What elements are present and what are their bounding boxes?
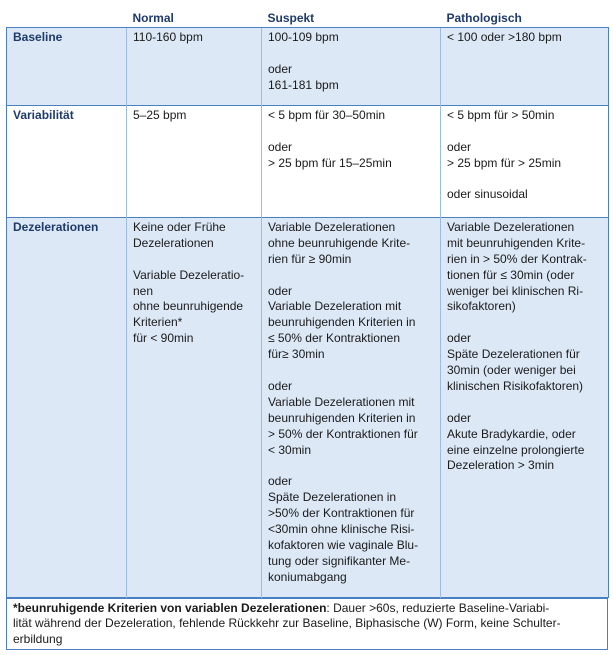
cell-text-line: tung oder signifikanter Me- [268, 553, 411, 568]
cell-text-line: ohne beunruhigende Krite- [268, 235, 411, 250]
row-variabilitaet [7, 105, 609, 217]
cell-text-line: Variable Dezeleratio- [133, 267, 245, 282]
cell-patho [441, 105, 609, 217]
cell-text-line: beunruhigenden Kriterien in [268, 410, 416, 425]
cell-text-line: Kriterien* [133, 315, 183, 330]
cell-text-line: < 5 bpm für > 50min [447, 107, 555, 122]
cell-text-line: oder [268, 139, 293, 154]
cell-text-line: eine einzelne prolongierte [447, 442, 585, 457]
row-baseline [7, 27, 609, 105]
cell-text-line: > 25 bpm für > 25min [447, 155, 562, 170]
cell-text-line: beunruhigenden Kriterien in [268, 315, 416, 330]
cell-suspekt [262, 217, 441, 597]
cell-normal [127, 27, 262, 105]
footnote [6, 598, 608, 650]
header-row [7, 9, 609, 27]
header-empty [7, 9, 127, 27]
cell-text-line: Keine oder Frühe [133, 219, 226, 234]
cell-spacer [447, 124, 602, 140]
ctg-classification-table [6, 9, 608, 650]
cell-text-line: für≥ 30min [268, 347, 325, 362]
row-label: Variabilität [7, 105, 127, 217]
cell-text-line: 161-181 bpm [268, 77, 339, 92]
header-suspekt: Suspekt [262, 9, 441, 27]
cell-spacer [133, 252, 255, 268]
row-label: Baseline [7, 27, 127, 105]
cell-patho [441, 217, 609, 597]
cell-text-line: kofaktoren wie vaginale Blu- [268, 537, 419, 552]
cell-text-line: sikofaktoren) [447, 299, 516, 314]
cell-text-line: >50% der Kontraktionen für [268, 506, 415, 521]
cell-text-line: < 100 oder >180 bpm [447, 29, 562, 44]
cell-text-line: oder [268, 283, 293, 298]
cell-spacer [268, 124, 434, 140]
cell-spacer [268, 268, 434, 284]
cell-text-line: Dezelerationen [133, 235, 214, 250]
cell-text-line: > 50% der Kontraktionen für [268, 426, 418, 441]
cell-text-line: klinischen Risikofaktoren) [447, 378, 584, 393]
cell-text-line: oder sinusoidal [447, 187, 528, 202]
cell-text-line: 30min (oder weniger bei [447, 363, 576, 378]
cell-spacer [268, 458, 434, 474]
row-dezelerationen [7, 217, 609, 597]
cell-text-line: oder [447, 139, 472, 154]
cell-normal [127, 217, 262, 597]
cell-spacer [447, 172, 602, 188]
cell-text-line: Dezeleration > 3min [447, 458, 555, 473]
cell-text-line: 110-160 bpm [133, 29, 203, 44]
cell-text-line: Späte Dezelerationen für [447, 347, 580, 362]
cell-text-line: mit beunruhigenden Krite- [447, 235, 586, 250]
cell-text-line: weniger bei klinischen Ri- [447, 283, 584, 298]
cell-spacer [447, 315, 602, 331]
cell-text-line: oder [447, 331, 472, 346]
footnote-line: lität während der Dezeleration, fehlende Rückkehr zur Baseline, Biphasische (W) Form, keine Schulter- [13, 616, 561, 631]
cell-text-line: für < 90min [133, 331, 194, 346]
cell-patho [441, 27, 609, 105]
cell-spacer [268, 46, 434, 62]
cell-text-line: oder [268, 474, 293, 489]
cell-text-line: tionen für ≤ 30min (oder [447, 267, 575, 282]
cell-text-line: Variable Dezelerationen mit [268, 394, 415, 409]
cell-text-line: ohne beunruhigende [133, 299, 244, 314]
cell-spacer [447, 395, 602, 411]
cell-text-line: > 25 bpm für 15–25min [268, 155, 392, 170]
cell-text-line: 5–25 bpm [133, 107, 187, 122]
cell-suspekt [262, 27, 441, 105]
cell-normal [127, 105, 262, 217]
cell-text-line: Variable Dezelerationen [268, 219, 396, 234]
header-normal: Normal [127, 9, 262, 27]
cell-text-line: ≤ 50% der Kontraktionen [268, 331, 400, 346]
row-label: Dezelerationen [7, 217, 127, 597]
cell-text-line: Akute Bradykardie, oder [447, 426, 576, 441]
cell-text-line: rien in > 50% der Kontrak- [447, 251, 587, 266]
footnote-title: *beunruhigende Kriterien von variablen Dezelerationen [13, 600, 327, 615]
footnote-line: erbildung [13, 631, 63, 646]
cell-text-line: < 30min [268, 442, 312, 457]
cell-text-line: Variable Dezelerationen [447, 219, 575, 234]
cell-text-line: < 5 bpm für 30–50min [268, 107, 386, 122]
cell-text-line: oder [268, 61, 293, 76]
cell-text-line: oder [268, 378, 293, 393]
cell-suspekt [262, 105, 441, 217]
cell-text-line: 100-109 bpm [268, 29, 339, 44]
cell-text-line: nen [133, 283, 154, 298]
cell-text-line: rien für ≥ 90min [268, 251, 352, 266]
cell-text-line: Späte Dezelerationen in [268, 490, 397, 505]
cell-spacer [268, 363, 434, 379]
cell-text-line: Variable Dezeleration mit [268, 299, 402, 314]
cell-text-line: <30min ohne klinische Risi- [268, 522, 415, 537]
footnote-line: : Dauer >60s, reduzierte Baseline-Variabi- [326, 600, 550, 615]
cell-text-line: koniumabgang [268, 569, 347, 584]
cell-text-line: oder [447, 410, 472, 425]
header-pathologisch: Pathologisch [441, 9, 609, 27]
